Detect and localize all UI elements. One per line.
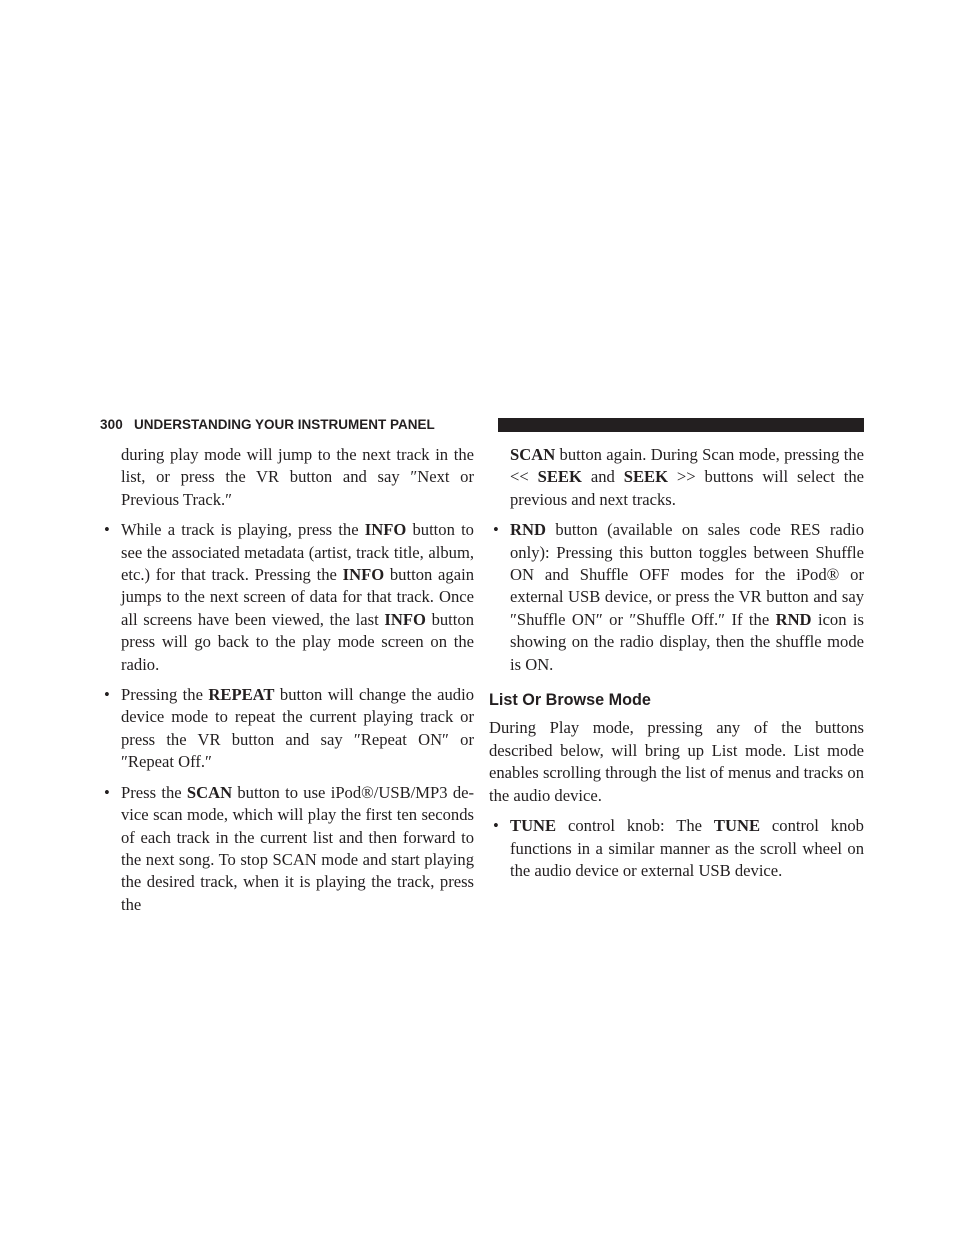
bullet-text: While a track is playing, press the INFO button to see the associated metadata (artist, track title, album, etc.) for that track. Pressing the INFO button again jumps to the next screen of data for that track. Once all screens have been viewed, the last INFO button press will go back to the play mode screen on the radio. xyxy=(121,520,474,674)
bullet-rnd xyxy=(489,519,864,676)
scan-continuation: SCAN button again. During Scan mode, pressing the << SEEK and SEEK >> buttons will select the previous and next tracks. xyxy=(510,445,865,509)
section-title: UNDERSTANDING YOUR INSTRUMENT PANEL xyxy=(134,417,435,432)
bullet-text: RND button (available on sales code RES radio only): Pressing this button toggles between Shuffle ON and Shuffle OFF modes for the iPod® or external USB device, or press the VR button and say ″Shuffle ON″ or ″Shuffle Off.″ If the RND icon is showing on the radio display, then the shuffle mode is ON. xyxy=(510,520,864,674)
page-number: 300 xyxy=(100,417,123,432)
bullet-repeat xyxy=(100,684,474,774)
right-column xyxy=(489,444,864,882)
bullet-icon: • xyxy=(104,685,110,705)
continuation-paragraph: during play mode will jump to the next track in the list, or press the VR button and say ″Next or Previous Track.″ xyxy=(121,445,474,509)
left-column xyxy=(100,444,474,916)
bullet-text: Press the SCAN button to use iPod®/USB/MP3 de-vice scan mode, which will play the first ten seconds of each track in the current list and then forward to the next song. To stop SCAN mode and start playing the desired track, when it is playing the track, press the xyxy=(121,782,475,914)
header-rule xyxy=(498,418,864,432)
bullet-icon: • xyxy=(493,520,499,540)
bullet-tune xyxy=(489,815,864,882)
bullet-icon: • xyxy=(104,520,110,540)
bullet-icon: • xyxy=(104,782,110,802)
list-mode-paragraph: During Play mode, pressing any of the buttons described below, will bring up List mode. List mode enables scrolling through the list of menus and tracks on the audio device. xyxy=(489,718,864,805)
bullet-info xyxy=(100,519,474,676)
section-heading: List Or Browse Mode xyxy=(489,691,651,710)
bullet-icon: • xyxy=(493,816,499,836)
bullet-text: Pressing the REPEAT button will change the audio device mode to repeat the current playing track or press the VR button and say ″Repeat ON″ or ″Repeat Off.″ xyxy=(121,685,474,772)
bullet-scan xyxy=(100,782,474,916)
page-header xyxy=(100,416,864,436)
bullet-text: TUNE control knob: The TUNE control knob functions in a similar manner as the scroll wheel on the audio device or external USB device. xyxy=(510,816,864,880)
